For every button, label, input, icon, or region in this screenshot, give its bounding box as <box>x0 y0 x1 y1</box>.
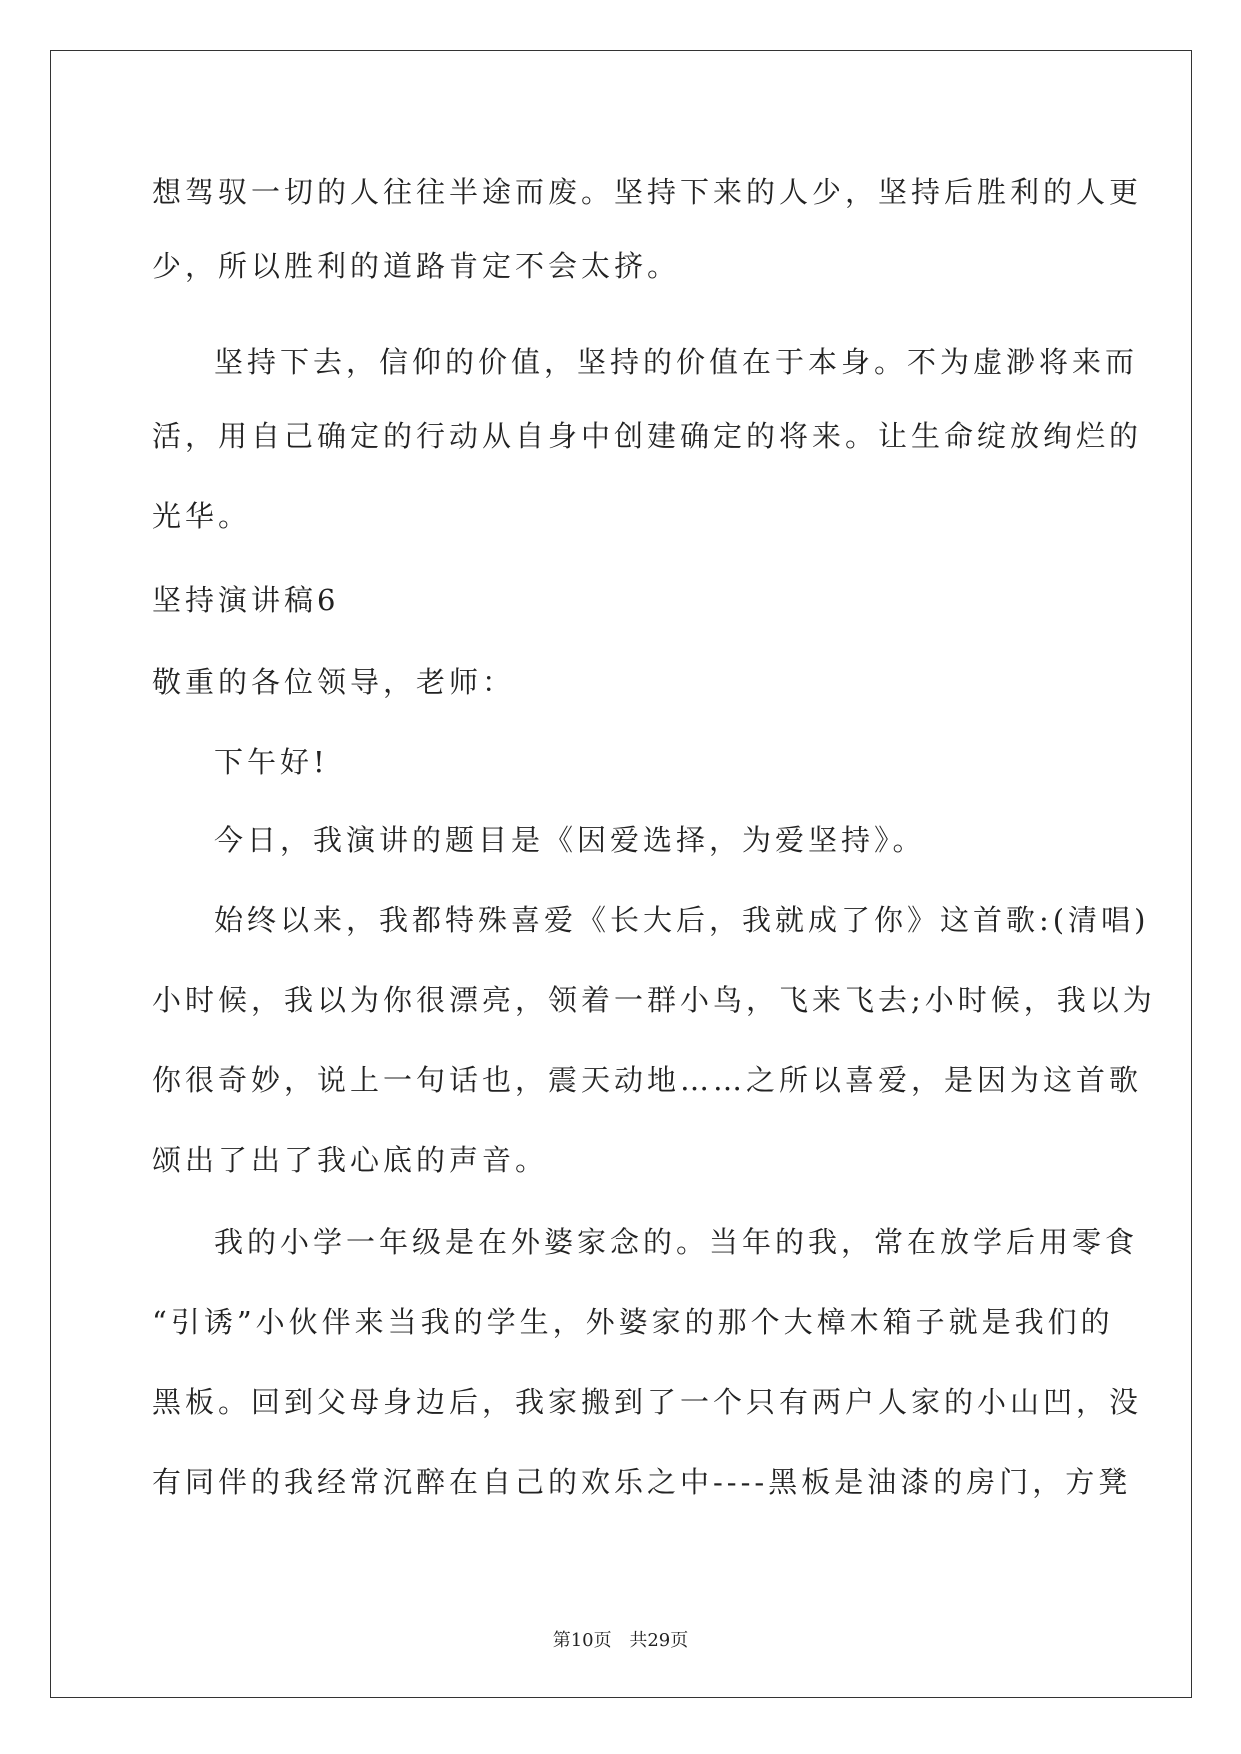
page-total: 共29页 <box>629 1630 689 1651</box>
text-line: 坚持下去，信仰的价值，坚持的价值在于本身。不为虚渺将来而 <box>214 345 1139 379</box>
page-number: 第10页 <box>552 1630 612 1651</box>
text-line: 少，所以胜利的道路肯定不会太挤。 <box>152 249 681 283</box>
text-line: 黑板。回到父母身边后，我家搬到了一个只有两户人家的小山凹，没 <box>152 1385 1143 1419</box>
text-line: 今日，我演讲的题目是《因爱选择，为爱坚持》。 <box>214 823 926 857</box>
text-line: 我的小学一年级是在外婆家念的。当年的我，常在放学后用零食 <box>214 1225 1139 1259</box>
section-heading: 坚持演讲稿6 <box>152 583 340 617</box>
text-line: 活，用自己确定的行动从自身中创建确定的将来。让生命绽放绚烂的 <box>152 419 1143 453</box>
text-line: 你很奇妙，说上一句话也，震天动地……之所以喜爱，是因为这首歌 <box>152 1063 1143 1097</box>
text-line: 想驾驭一切的人往往半途而废。坚持下来的人少，坚持后胜利的人更 <box>152 175 1143 209</box>
salutation: 敬重的各位领导，老师： <box>152 665 516 699</box>
page-footer <box>0 1626 1241 1652</box>
text-line: “引诱”小伙伴来当我的学生，外婆家的那个大樟木箱子就是我们的 <box>152 1305 1114 1339</box>
page-border <box>50 50 1192 1698</box>
text-line: 有同伴的我经常沉醉在自己的欢乐之中----黑板是油漆的房门，方凳 <box>152 1465 1132 1499</box>
text-line: 颂出了出了我心底的声音。 <box>152 1143 549 1177</box>
text-line: 始终以来，我都特殊喜爱《长大后，我就成了你》这首歌:(清唱) <box>214 903 1150 937</box>
text-line: 光华。 <box>152 499 252 533</box>
text-line: 小时候，我以为你很漂亮，领着一群小鸟，飞来飞去;小时候，我以为 <box>152 983 1156 1017</box>
greeting: 下午好! <box>214 745 329 779</box>
